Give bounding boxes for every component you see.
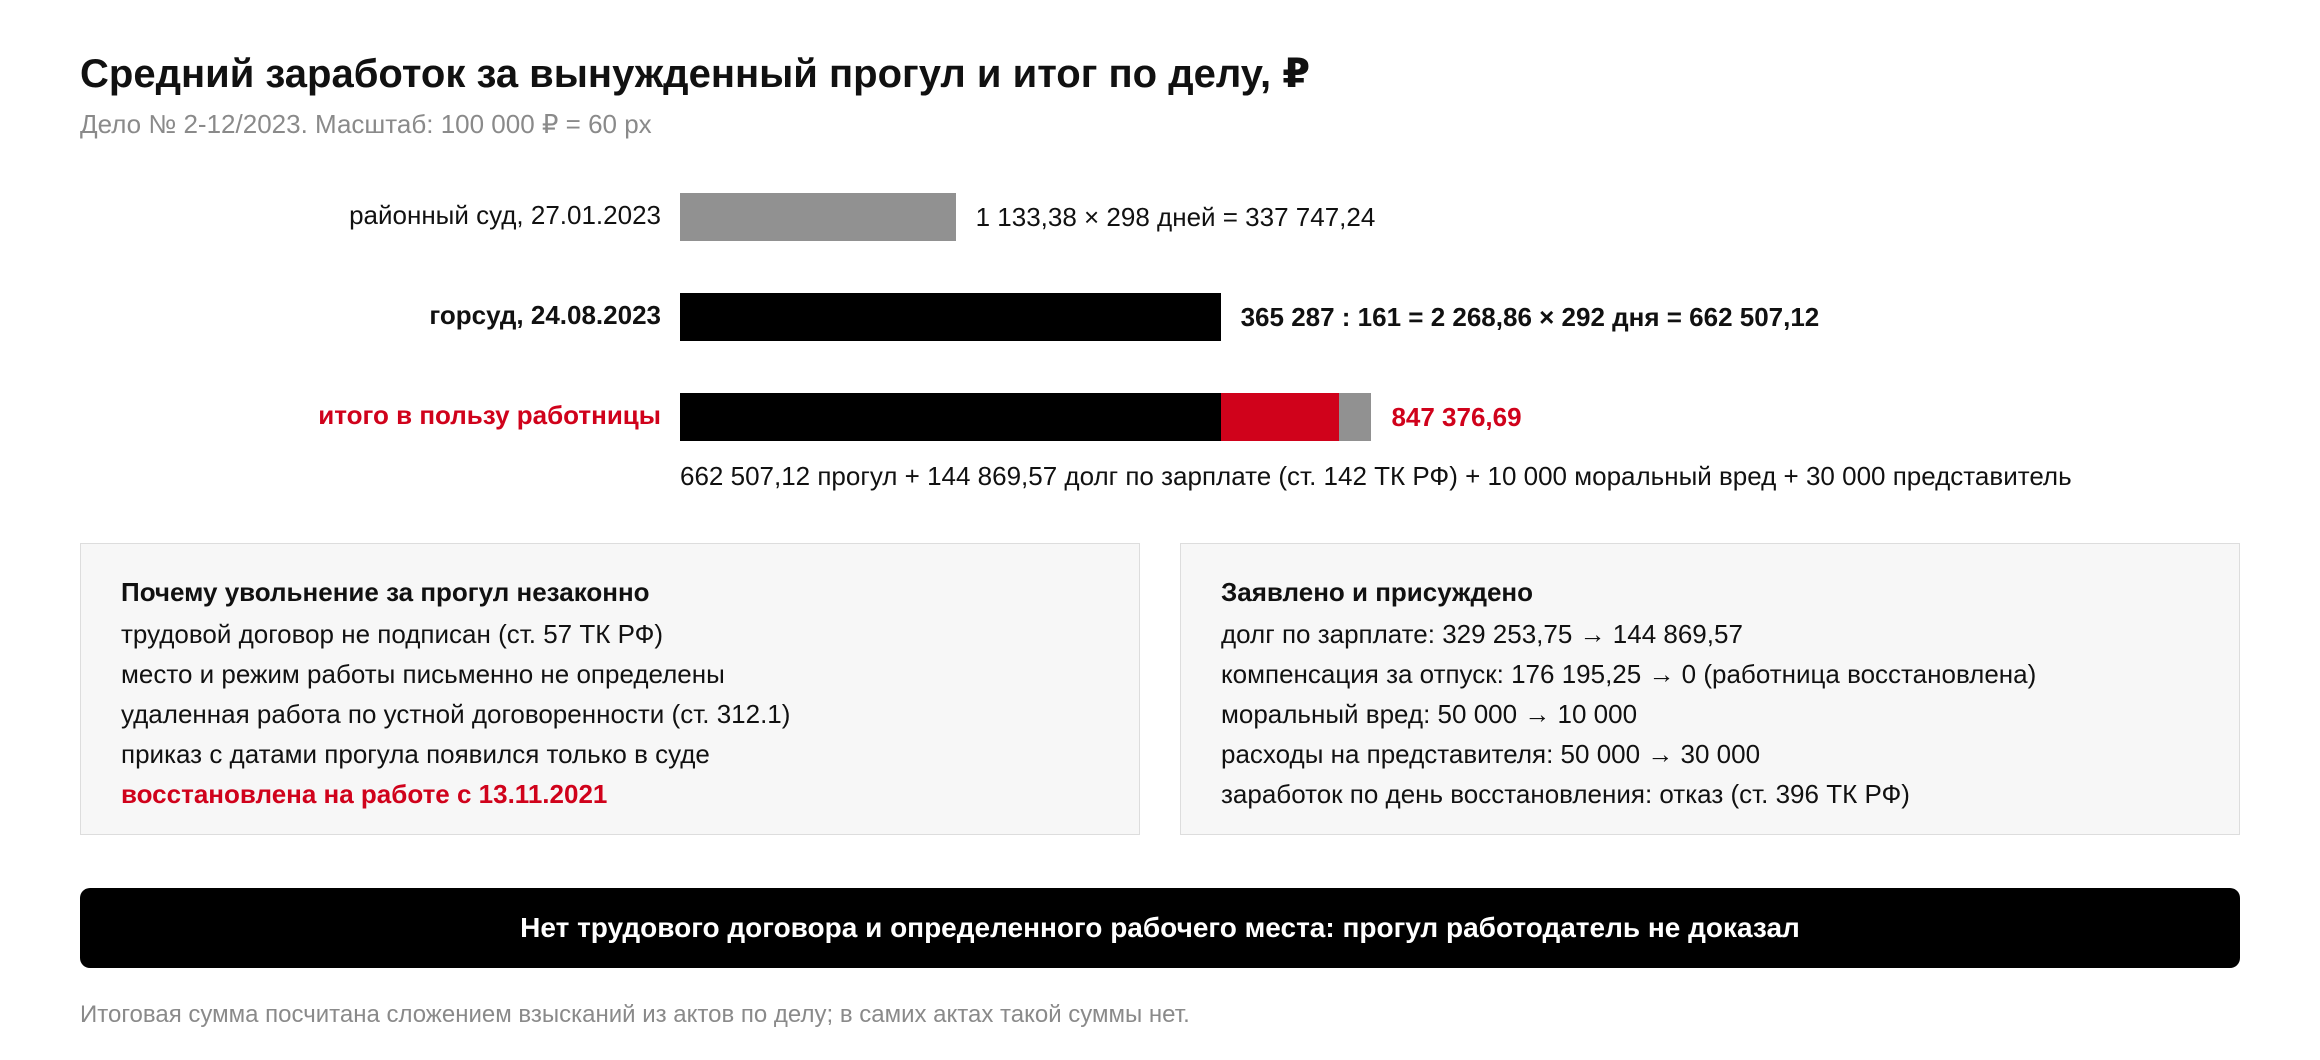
value-label-city-court: 365 287 : 161 = 2 268,86 × 292 дня = 662 507,12	[1240, 302, 1820, 332]
claim-item: компенсация за отпуск: 176 195,25 → 0 (работница восстановлена)	[1221, 659, 2037, 689]
chart-subtitle: Дело № 2-12/2023. Масштаб: 100 000 ₽ = 60 px	[80, 109, 652, 139]
footnote: Итоговая сумма посчитана сложением взысканий из актов по делу; в самих актах такой суммы нет.	[80, 1001, 1190, 1028]
bar-total-segment-3	[1339, 393, 1372, 441]
value-label-district-court: 1 133,38 × 298 дней = 337 747,24	[975, 202, 1376, 232]
reason-item: трудовой договор не подписан (ст. 57 ТК РФ)	[121, 619, 664, 649]
claim-item: заработок по день восстановления: отказ (ст. 396 ТК РФ)	[1221, 779, 1910, 809]
conclusion-banner: Нет трудового договора и определенного рабочего места: прогул работодатель не доказал	[80, 888, 2240, 968]
claimed-awarded-panel	[1180, 543, 2240, 835]
panel-title: Почему увольнение за прогул незаконно	[121, 577, 650, 607]
bar-city-court-segment-1	[680, 293, 1221, 341]
category-label-total: итого в пользу работницы	[318, 400, 661, 430]
reason-item: удаленная работа по устной договоренности (ст. 312.1)	[121, 699, 791, 729]
category-label-city-court: горсуд, 24.08.2023	[429, 300, 661, 330]
bar-district-court-segment-1	[680, 193, 956, 241]
total-breakdown: 662 507,12 прогул + 144 869,57 долг по зарплате (ст. 142 ТК РФ) + 10 000 моральный вред + 30 000 представитель	[680, 461, 2072, 491]
claim-item: расходы на представителя: 50 000 → 30 000	[1221, 739, 1761, 769]
claim-item: моральный вред: 50 000 → 10 000	[1221, 699, 1638, 729]
chart-title: Средний заработок за вынужденный прогул и итог по делу, ₽	[80, 52, 1311, 96]
reinstatement-highlight: восстановлена на работе с 13.11.2021	[121, 779, 608, 809]
bar-total-segment-2	[1221, 393, 1339, 441]
panel-title: Заявлено и присуждено	[1221, 577, 1533, 607]
value-label-total: 847 376,69	[1391, 402, 1522, 432]
claim-item: долг по зарплате: 329 253,75 → 144 869,57	[1221, 619, 1743, 649]
illegality-reasons-panel	[80, 543, 1140, 835]
bar-total-segment-1	[680, 393, 1221, 441]
reason-item: место и режим работы письменно не определены	[121, 659, 725, 689]
reason-item: приказ с датами прогула появился только в суде	[121, 739, 710, 769]
category-label-district-court: районный суд, 27.01.2023	[349, 200, 661, 230]
